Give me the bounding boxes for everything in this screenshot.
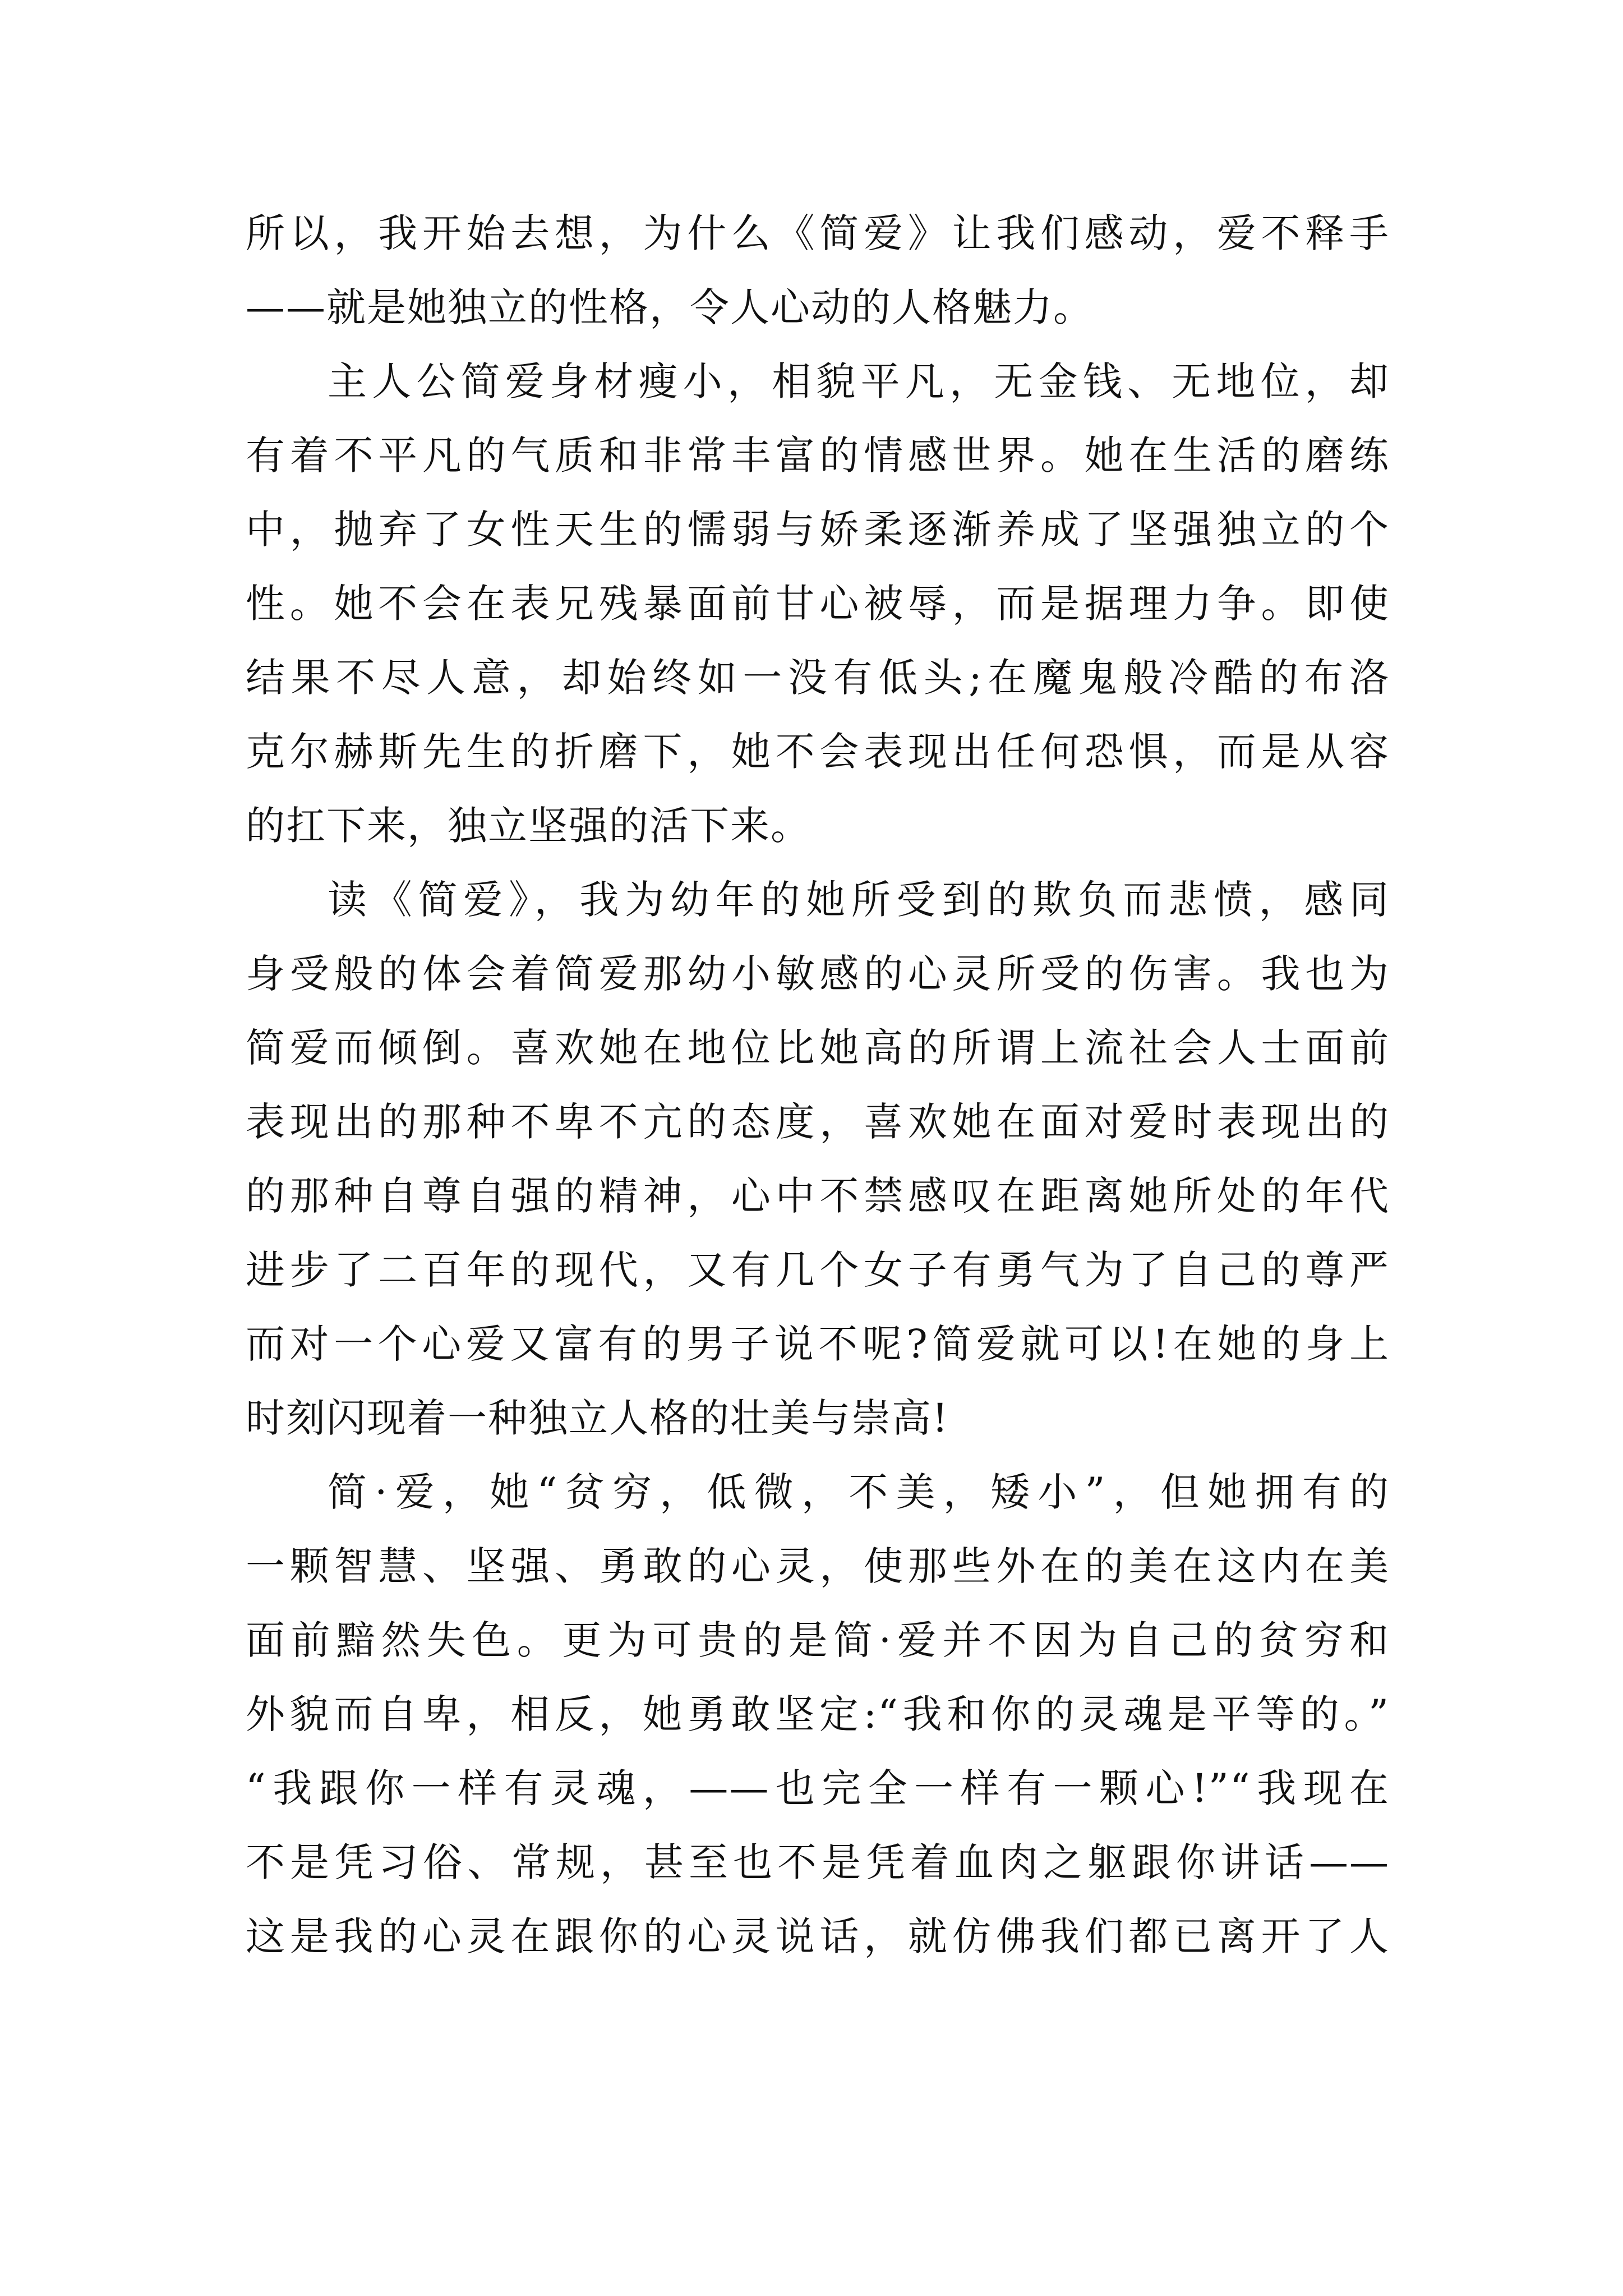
text-line: 克尔赫斯先生的折磨下，她不会表现出任何恐惧，而是从容 <box>246 729 1390 775</box>
text-line: 一颗智慧、坚强、勇敢的心灵，使那些外在的美在这内在美 <box>246 1543 1390 1589</box>
text-line: ——就是她独立的性格，令人心动的人格魅力。 <box>246 284 1094 330</box>
text-line: 面前黯然失色。更为可贵的是简·爱并不因为自己的贫穷和 <box>246 1617 1390 1663</box>
text-line: 性。她不会在表兄残暴面前甘心被辱，而是据理力争。即使 <box>246 581 1390 627</box>
text-line: 时刻闪现着一种独立人格的壮美与崇高! <box>246 1395 949 1441</box>
text-line: 外貌而自卑，相反，她勇敢坚定:“我和你的灵魂是平等的。” <box>246 1691 1390 1737</box>
text-line: “我跟你一样有灵魂，——也完全一样有一颗心!”“我现在 <box>246 1765 1390 1811</box>
text-line: 身受般的体会着简爱那幼小敏感的心灵所受的伤害。我也为 <box>246 951 1390 997</box>
text-line: 这是我的心灵在跟你的心灵说话，就仿佛我们都已离开了人 <box>246 1913 1390 1959</box>
text-line: 进步了二百年的现代，又有几个女子有勇气为了自己的尊严 <box>246 1247 1390 1293</box>
text-line: 结果不尽人意，却始终如一没有低头;在魔鬼般冷酷的布洛 <box>246 655 1390 701</box>
text-line: 的扛下来，独立坚强的活下来。 <box>246 803 811 849</box>
paragraph-first-line: 读《简爱》，我为幼年的她所受到的欺负而悲愤，感同 <box>328 877 1390 923</box>
text-line: 的那种自尊自强的精神，心中不禁感叹在距离她所处的年代 <box>246 1173 1390 1219</box>
text-line: 中，抛弃了女性天生的懦弱与娇柔逐渐养成了坚强独立的个 <box>246 507 1390 553</box>
text-line: 而对一个心爱又富有的男子说不呢?简爱就可以!在她的身上 <box>246 1321 1390 1367</box>
paragraph-first-line: 主人公简爱身材瘦小，相貌平凡，无金钱、无地位，却 <box>328 358 1390 404</box>
text-line: 所以，我开始去想，为什么《简爱》让我们感动，爱不释手 <box>246 210 1390 256</box>
text-line: 表现出的那种不卑不亢的态度，喜欢她在面对爱时表现出的 <box>246 1099 1390 1145</box>
paragraph-first-line: 简·爱，她“贫穷，低微，不美，矮小”，但她拥有的 <box>328 1469 1390 1515</box>
body-text <box>246 196 1390 1973</box>
text-line: 不是凭习俗、常规，甚至也不是凭着血肉之躯跟你讲话—— <box>246 1839 1390 1885</box>
text-line: 有着不平凡的气质和非常丰富的情感世界。她在生活的磨练 <box>246 432 1390 478</box>
text-line: 简爱而倾倒。喜欢她在地位比她高的所谓上流社会人士面前 <box>246 1025 1390 1071</box>
